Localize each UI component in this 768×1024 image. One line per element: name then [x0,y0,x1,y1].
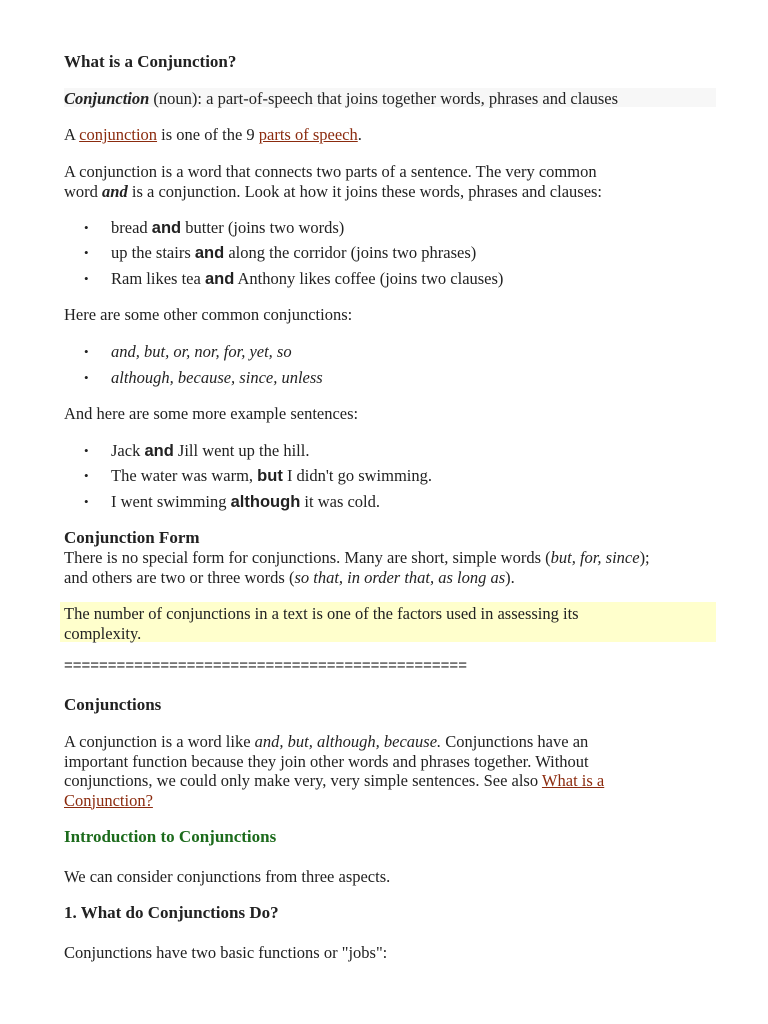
paragraph-3: And here are some more example sentences: [64,404,359,423]
conjunction-form-heading: Conjunction Form [64,528,200,547]
intro-line [64,125,716,145]
parts-of-speech-link[interactable]: parts of speech [258,125,358,144]
conjunction-link[interactable]: conjunction [79,125,158,144]
paragraph-2: Here are some other common conjunctions: [64,305,353,324]
conjunctions-heading: Conjunctions [64,695,162,714]
list-keyword: and [194,244,225,262]
what-is-a-conjunction-link-continued[interactable]: Conjunction? [64,790,153,810]
intro-text-end: . [357,125,362,144]
conjunctions-paragraph: A conjunction is a word like and, but, although, because. Conjunctions have an important function because they join other words and phrases together. Without conjunctions, we could only make very, very simple sentences. See also What is a Conjunction? [64,732,605,810]
conjunction-form-text: There is no special form for conjunctions. Many are short, simple words (but, for, since); and others are two or three words (so that, in order that, as long as). [64,548,650,587]
list-keyword: and [151,219,182,237]
introduction-heading: Introduction to Conjunctions [64,827,277,846]
paragraph-1-keyword: and [102,181,128,201]
section-1-heading: 1. What do Conjunctions Do? [64,903,279,922]
what-is-a-conjunction-link[interactable]: What is a [541,771,605,790]
intro-text-mid: is one of the 9 [157,125,259,144]
definition-text: (noun): a part-of-speech that joins together words, phrases and clauses [149,89,619,108]
page-title: What is a Conjunction? [64,52,237,71]
divider: ============================================== [64,657,467,674]
paragraph-1 [64,162,716,201]
paragraph-1-line-1: A conjunction is a word that connects two parts of a sentence. The very common [64,162,597,181]
document-page: What is a Conjunction? Conjunction (noun): a part-of-speech that joins together words, phrases and clauses A conjunction is one of the 9 parts of speech. A conjunction is a word that connects two parts of a sentence. The very common word and is a conjunction. Look at how it joins these words, phrases and clauses: bread and butter (joins two words) up the stairs and along the corridor (joins two phrases) Ram likes tea and Anthony likes coffee (joins two clauses) Here are some other common conjunctions: and, but, or, nor, for, yet, so although, because, since, unless And here are some more example sentences: Jack and Jill went up the hill. The water was warm, but I didn't go swimming. I went swimming although it was cold. Conjunction Form There is no special form for conjunctions. Many are short, simple words (but, for, since); and others are two or three words (so that, in order that, as long as). The number of conjunctions in a text is one of the factors used in assessing its complexity. ============================================== Conjunctions A conjunction is a word like and, but, although, because. Conjunctions have an important function because they join other words and phrases together. Without conjunctions, we could only make very, very simple sentences. See also What is a Conjunction? Introduction to Conjunctions We can consider conjunctions from three aspects. 1. What do Conjunctions Do? Conjunctions have two basic functions or "jobs": [0,0,768,1024]
list-keyword: and [204,270,235,288]
definition-line [64,89,716,109]
paragraph-1-line-2c: is a conjunction. Look at how it joins these words, phrases and clauses: [127,181,603,201]
intro-text-a: A [64,125,80,144]
paragraph-1-line-2a: word [64,181,103,201]
definition-term: Conjunction [64,89,150,108]
aspects-text: We can consider conjunctions from three aspects. [64,867,391,886]
list-keyword: but [257,467,283,485]
list-keyword: and [144,442,174,460]
highlight-note-text: The number of conjunctions in a text is one of the factors used in assessing its complexity. [64,604,579,643]
list-keyword: although [230,493,301,511]
section-1-text: Conjunctions have two basic functions or "jobs": [64,943,388,962]
